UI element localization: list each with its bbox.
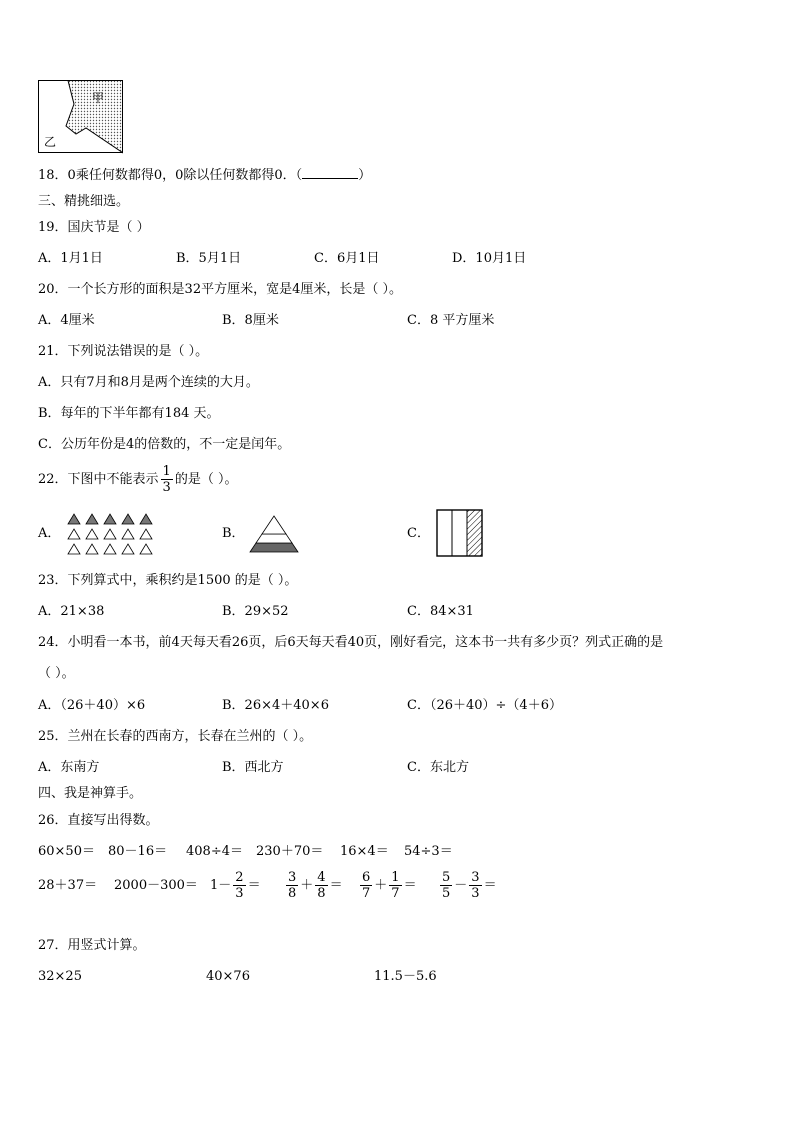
q27-item-1: 32×25 [38, 969, 82, 984]
q18-end: ） [358, 168, 372, 183]
q26-f2-n1: 3 [288, 870, 297, 885]
q26-f3-d1: 7 [362, 886, 371, 901]
q21-option-c[interactable]: C．公历年份是4的倍数的，不一定是闰年。 [38, 437, 291, 452]
q25-option-b[interactable]: B．西北方 [222, 760, 284, 775]
q26-f3-op: ＋ [374, 878, 388, 893]
q25-option-a[interactable]: A．东南方 [38, 760, 100, 775]
q26-f2-d1: 8 [288, 886, 297, 901]
q25-stem: 25．兰州在长春的西南方，长春在兰州的（ ）。 [38, 729, 313, 744]
q22-option-c[interactable]: C． [407, 526, 430, 541]
q18-blank[interactable] [302, 166, 358, 179]
q26-f2-post: ＝ [329, 878, 343, 893]
q26-frac-1 [210, 866, 261, 906]
q26-f3-n1: 6 [362, 870, 371, 885]
q26-f4-d1: 5 [442, 886, 451, 901]
q26-f4-n2: 3 [471, 870, 480, 885]
q26-frac-4 [438, 866, 497, 906]
q27-item-2: 40×76 [206, 969, 250, 984]
q26-f3-post: ＝ [403, 878, 417, 893]
q26-f2-n2: 4 [317, 870, 326, 885]
q22-triangles-figure [66, 510, 158, 556]
q19-stem: 19．国庆节是（ ） [38, 220, 150, 235]
q18-text: 18．0乘任何数都得0，0除以任何数都得0．（ [38, 168, 303, 183]
q20-option-b[interactable]: B．8厘米 [222, 313, 279, 328]
q24-stem-2: （ ）。 [38, 666, 75, 681]
q26-frac-2 [284, 866, 343, 906]
q26-r1-5: 16×4＝ [340, 844, 389, 859]
q26-f1-post: ＝ [247, 878, 261, 893]
q23-stem: 23．下列算式中，乘积约是1500 的是（ ）。 [38, 573, 298, 588]
section3-title: 三、精挑细选。 [38, 194, 130, 209]
q26-f2-op: ＋ [300, 878, 314, 893]
jia-yi-figure [38, 80, 124, 154]
label-jia: 甲 [92, 91, 105, 105]
q26-f2-frac2 [315, 870, 327, 901]
q23-option-c[interactable]: C．84×31 [407, 604, 474, 619]
q19-option-d[interactable]: D．10月1日 [452, 251, 527, 266]
q26-f2-d2: 8 [317, 886, 326, 901]
q18 [38, 166, 371, 185]
q26-r1-6: 54÷3＝ [404, 844, 453, 859]
q26-f1-den: 3 [235, 886, 244, 901]
q20-option-a[interactable]: A．4厘米 [38, 313, 95, 328]
q26-f4-frac1 [440, 870, 452, 901]
q22-frac-num: 1 [162, 464, 171, 479]
q27-stem: 27．用竖式计算。 [38, 938, 146, 953]
q21-stem: 21．下列说法错误的是（ ）。 [38, 344, 209, 359]
q26-f3-frac2 [389, 870, 401, 901]
q21-option-b[interactable]: B．每年的下半年都有184 天。 [38, 406, 220, 421]
q26-r1-2: 80－16＝ [108, 844, 168, 859]
q19-option-c[interactable]: C．6月1日 [314, 251, 380, 266]
q19-option-b[interactable]: B．5月1日 [176, 251, 242, 266]
q22-stem-pre: 22．下图中不能表示 [38, 472, 159, 487]
q22-stem-post: 的是（ ）。 [174, 472, 238, 487]
q22-layered-triangle-figure [248, 514, 300, 554]
q24-stem: 24．小明看一本书，前4天每天看26页，后6天每天看40页，刚好看完，这本书一共有多少页？列式正确的是 [38, 635, 664, 650]
q24-option-c[interactable]: C．（26＋40）÷（4＋6） [407, 698, 562, 713]
q26-f1-pre: 1－ [210, 878, 232, 893]
q26-f4-post: ＝ [483, 878, 497, 893]
q26-f4-d2: 3 [471, 886, 480, 901]
q26-f2-frac1 [286, 870, 298, 901]
label-yi: 乙 [44, 135, 57, 149]
q21-option-a[interactable]: A．只有7月和8月是两个连续的大月。 [38, 375, 259, 390]
q22-option-a[interactable]: A． [38, 526, 61, 541]
q22-stem [38, 463, 237, 497]
q26-r2-1: 28＋37＝ [38, 878, 98, 893]
q26-f1-num: 2 [235, 870, 244, 885]
q20-option-c[interactable]: C．8 平方厘米 [407, 313, 495, 328]
q26-f1-frac [233, 870, 245, 901]
q26-r1-4: 230＋70＝ [256, 844, 324, 859]
section4-title: 四、我是神算手。 [38, 786, 143, 801]
q26-f3-d2: 7 [391, 886, 400, 901]
q27-item-3: 11.5－5.6 [374, 969, 437, 984]
q26-f4-frac2 [469, 870, 481, 901]
q23-option-b[interactable]: B．29×52 [222, 604, 289, 619]
q26-stem: 26．直接写出得数。 [38, 813, 159, 828]
q22-frac-den: 3 [162, 480, 171, 495]
q26-f4-n1: 5 [442, 870, 451, 885]
q20-stem: 20．一个长方形的面积是32平方厘米，宽是4厘米，长是（ ）。 [38, 282, 402, 297]
q26-f3-n2: 1 [391, 870, 400, 885]
q24-option-a[interactable]: A．（26＋40）×6 [38, 698, 146, 713]
q19-option-a[interactable]: A．1月1日 [38, 251, 103, 266]
q26-r1-3: 408÷4＝ [186, 844, 243, 859]
q25-option-c[interactable]: C．东北方 [407, 760, 469, 775]
q22-rectangle-figure [436, 509, 484, 557]
q24-option-b[interactable]: B．26×4＋40×6 [222, 698, 329, 713]
q26-r1-1: 60×50＝ [38, 844, 95, 859]
q26-f3-frac1 [360, 870, 372, 901]
q26-r2-2: 2000－300＝ [114, 878, 198, 893]
q22-fraction [161, 464, 173, 495]
q26-frac-3 [358, 866, 417, 906]
q23-option-a[interactable]: A．21×38 [38, 604, 105, 619]
q26-f4-op: － [454, 878, 468, 893]
q22-option-b[interactable]: B． [222, 526, 245, 541]
